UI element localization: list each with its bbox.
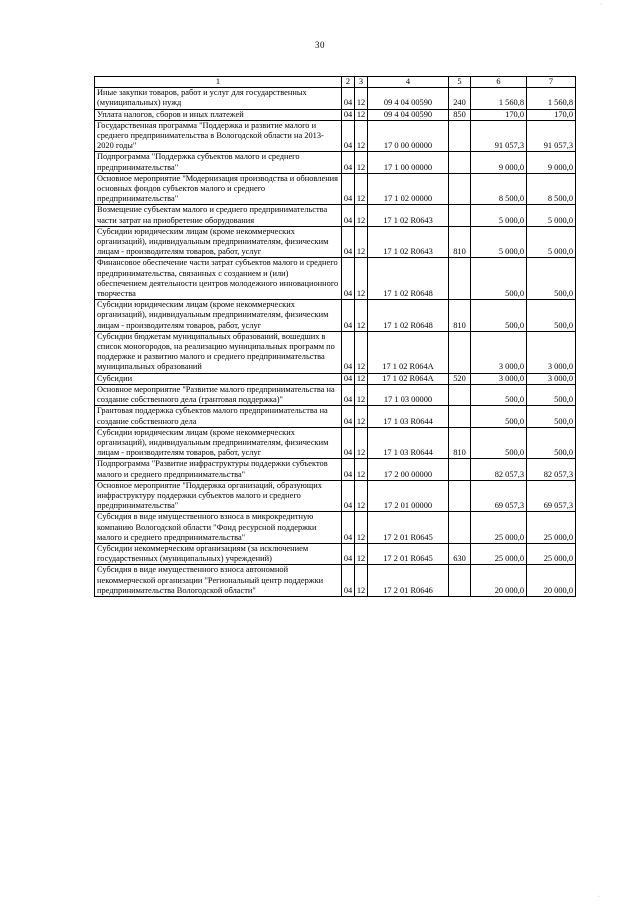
row-amount-2-cell: 9 000,0 <box>527 152 576 173</box>
row-name-cell: Государственная программа "Поддержка и развитие малого и среднего предпринимательства в Вологодской области на 2013-2020 годы" <box>95 120 342 152</box>
row-amount-1-cell: 3 000,0 <box>471 331 527 373</box>
row-section-cell: 04 <box>342 459 355 480</box>
row-amount-1-cell: 170,0 <box>471 109 527 120</box>
table-row <box>95 120 576 152</box>
row-amount-2-cell: 5 000,0 <box>527 205 576 226</box>
row-amount-2-cell: 500,0 <box>527 384 576 405</box>
table-row <box>95 109 576 120</box>
row-amount-1-cell: 91 057,3 <box>471 120 527 152</box>
row-subsection-cell: 12 <box>355 512 368 544</box>
row-section-cell: 04 <box>342 152 355 173</box>
row-amount-1-cell: 500,0 <box>471 406 527 427</box>
row-section-cell: 04 <box>342 373 355 384</box>
row-amount-2-cell: 3 000,0 <box>527 331 576 373</box>
scan-corner-mark: · <box>600 2 602 8</box>
row-section-cell: 04 <box>342 543 355 564</box>
row-expense-type-cell <box>449 459 471 480</box>
row-name-cell: Субсидия в виде имущественного взноса автономной некоммерческой организации "Региональный центр поддержки предпринимательства Вологодской области" <box>95 565 342 597</box>
column-header: 4 <box>368 77 449 88</box>
row-name-cell: Основное мероприятие "Поддержка организаций, образующих инфраструктуру поддержки субъектов малого и среднего предпринимательства" <box>95 480 342 512</box>
budget-table <box>94 76 576 597</box>
row-section-cell: 04 <box>342 565 355 597</box>
row-target-code-cell: 17 2 00 00000 <box>368 459 449 480</box>
row-subsection-cell: 12 <box>355 88 368 109</box>
row-expense-type-cell: 850 <box>449 109 471 120</box>
row-name-cell: Субсидии некоммерческим организациям (за исключением государственных (муниципальных) учреждений) <box>95 543 342 564</box>
row-amount-1-cell: 1 560,8 <box>471 88 527 109</box>
row-section-cell: 04 <box>342 205 355 226</box>
row-target-code-cell: 17 1 02 R0648 <box>368 258 449 300</box>
row-amount-2-cell: 25 000,0 <box>527 512 576 544</box>
row-section-cell: 04 <box>342 120 355 152</box>
row-amount-1-cell: 20 000,0 <box>471 565 527 597</box>
row-target-code-cell: 17 1 02 R064A <box>368 373 449 384</box>
row-name-cell: Основное мероприятие "Модернизация производства и обновления основных фондов субъектов малого и среднего предпринимательства" <box>95 173 342 205</box>
column-header: 2 <box>342 77 355 88</box>
row-expense-type-cell: 520 <box>449 373 471 384</box>
row-subsection-cell: 12 <box>355 459 368 480</box>
row-subsection-cell: 12 <box>355 258 368 300</box>
row-expense-type-cell <box>449 480 471 512</box>
row-amount-1-cell: 82 057,3 <box>471 459 527 480</box>
column-header: 3 <box>355 77 368 88</box>
row-target-code-cell: 17 2 01 R0645 <box>368 512 449 544</box>
row-subsection-cell: 12 <box>355 331 368 373</box>
row-target-code-cell: 17 1 03 00000 <box>368 384 449 405</box>
row-target-code-cell: 09 4 04 00590 <box>368 88 449 109</box>
row-expense-type-cell <box>449 205 471 226</box>
row-name-cell: Грантовая поддержка субъектов малого предпринимательства на создание собственного дела <box>95 406 342 427</box>
column-header: 5 <box>449 77 471 88</box>
row-amount-1-cell: 500,0 <box>471 258 527 300</box>
row-section-cell: 04 <box>342 427 355 459</box>
row-target-code-cell: 17 1 02 00000 <box>368 173 449 205</box>
table-row <box>95 152 576 173</box>
row-expense-type-cell <box>449 152 471 173</box>
row-name-cell: Субсидии юридическим лицам (кроме некоммерческих организаций), индивидуальным предпринимателям, физическим лицам - производителям товаров, работ, услуг <box>95 226 342 258</box>
row-amount-2-cell: 20 000,0 <box>527 565 576 597</box>
row-subsection-cell: 12 <box>355 173 368 205</box>
row-expense-type-cell <box>449 406 471 427</box>
row-target-code-cell: 17 0 00 00000 <box>368 120 449 152</box>
row-amount-2-cell: 170,0 <box>527 109 576 120</box>
row-target-code-cell: 17 1 02 R0643 <box>368 205 449 226</box>
row-target-code-cell: 09 4 04 00590 <box>368 109 449 120</box>
row-subsection-cell: 12 <box>355 384 368 405</box>
row-name-cell: Возмещение субъектам малого и среднего предпринимательства части затрат на приобретение оборудования <box>95 205 342 226</box>
row-section-cell: 04 <box>342 480 355 512</box>
row-section-cell: 04 <box>342 331 355 373</box>
row-subsection-cell: 12 <box>355 565 368 597</box>
column-header: 7 <box>527 77 576 88</box>
row-subsection-cell: 12 <box>355 152 368 173</box>
row-amount-2-cell: 3 000,0 <box>527 373 576 384</box>
row-amount-2-cell: 69 057,3 <box>527 480 576 512</box>
row-expense-type-cell <box>449 120 471 152</box>
row-section-cell: 04 <box>342 300 355 332</box>
row-name-cell: Уплата налогов, сборов и иных платежей <box>95 109 342 120</box>
row-amount-1-cell: 500,0 <box>471 427 527 459</box>
row-amount-1-cell: 500,0 <box>471 300 527 332</box>
table-row <box>95 88 576 109</box>
table-row <box>95 512 576 544</box>
row-name-cell: Субсидии юридическим лицам (кроме некоммерческих организаций), индивидуальным предпринимателям, физическим лицам - производителям товаров, работ, услуг <box>95 427 342 459</box>
budget-table-body <box>95 77 576 597</box>
table-row <box>95 427 576 459</box>
row-name-cell: Финансовое обеспечение части затрат субъектов малого и среднего предпринимательства, связанных с созданием и (или) обеспечением деятельности центров молодежного инновационного творчества <box>95 258 342 300</box>
row-name-cell: Субсидии юридическим лицам (кроме некоммерческих организаций), индивидуальным предпринимателям, физическим лицам - производителям товаров, работ, услуг <box>95 300 342 332</box>
row-name-cell: Основное мероприятие "Развитие малого предпринимательства на создание собственного дела (грантовая поддержка)" <box>95 384 342 405</box>
table-row <box>95 373 576 384</box>
row-name-cell: Подпрограмма "Развитие инфраструктуры поддержки субъектов малого и среднего предпринимательства" <box>95 459 342 480</box>
row-amount-1-cell: 25 000,0 <box>471 512 527 544</box>
table-row <box>95 543 576 564</box>
row-expense-type-cell <box>449 173 471 205</box>
row-amount-2-cell: 500,0 <box>527 258 576 300</box>
row-name-cell: Субсидии <box>95 373 342 384</box>
row-amount-2-cell: 82 057,3 <box>527 459 576 480</box>
table-row <box>95 258 576 300</box>
row-section-cell: 04 <box>342 384 355 405</box>
table-row <box>95 459 576 480</box>
row-section-cell: 04 <box>342 226 355 258</box>
row-expense-type-cell: 810 <box>449 226 471 258</box>
row-section-cell: 04 <box>342 109 355 120</box>
row-expense-type-cell <box>449 258 471 300</box>
row-name-cell: Субсидии бюджетам муниципальных образований, вошедших в список моногородов, на реализацию муниципальных программ по поддержке и развитию малого и среднего предпринимательства муниципальных образований <box>95 331 342 373</box>
row-amount-2-cell: 91 057,3 <box>527 120 576 152</box>
row-subsection-cell: 12 <box>355 373 368 384</box>
row-expense-type-cell <box>449 331 471 373</box>
row-amount-1-cell: 500,0 <box>471 384 527 405</box>
row-subsection-cell: 12 <box>355 205 368 226</box>
row-amount-2-cell: 500,0 <box>527 406 576 427</box>
row-target-code-cell: 17 1 02 R064A <box>368 331 449 373</box>
row-subsection-cell: 12 <box>355 120 368 152</box>
row-name-cell: Субсидия в виде имущественного взноса в микрокредитную компанию Вологодской области "Фонд ресурсной поддержки малого и среднего предпринимательства" <box>95 512 342 544</box>
row-section-cell: 04 <box>342 512 355 544</box>
row-amount-1-cell: 3 000,0 <box>471 373 527 384</box>
row-subsection-cell: 12 <box>355 543 368 564</box>
row-amount-2-cell: 8 500,0 <box>527 173 576 205</box>
table-row <box>95 565 576 597</box>
row-amount-1-cell: 5 000,0 <box>471 205 527 226</box>
row-amount-2-cell: 1 560,8 <box>527 88 576 109</box>
table-row <box>95 300 576 332</box>
row-subsection-cell: 12 <box>355 109 368 120</box>
table-row <box>95 406 576 427</box>
row-section-cell: 04 <box>342 173 355 205</box>
row-subsection-cell: 12 <box>355 406 368 427</box>
column-header: 1 <box>95 77 342 88</box>
row-subsection-cell: 12 <box>355 226 368 258</box>
row-target-code-cell: 17 1 03 R0644 <box>368 406 449 427</box>
table-header-row <box>95 77 576 88</box>
row-amount-1-cell: 25 000,0 <box>471 543 527 564</box>
row-expense-type-cell: 630 <box>449 543 471 564</box>
row-amount-1-cell: 8 500,0 <box>471 173 527 205</box>
row-section-cell: 04 <box>342 88 355 109</box>
column-header: 6 <box>471 77 527 88</box>
row-amount-1-cell: 9 000,0 <box>471 152 527 173</box>
table-row <box>95 226 576 258</box>
row-target-code-cell: 17 1 02 R0643 <box>368 226 449 258</box>
row-expense-type-cell <box>449 384 471 405</box>
table-row <box>95 384 576 405</box>
table-row <box>95 173 576 205</box>
row-target-code-cell: 17 1 00 00000 <box>368 152 449 173</box>
row-name-cell: Иные закупки товаров, работ и услуг для государственных (муниципальных) нужд <box>95 88 342 109</box>
table-row <box>95 331 576 373</box>
row-target-code-cell: 17 2 01 R0646 <box>368 565 449 597</box>
row-subsection-cell: 12 <box>355 300 368 332</box>
row-amount-2-cell: 5 000,0 <box>527 226 576 258</box>
row-section-cell: 04 <box>342 406 355 427</box>
row-name-cell: Подпрограмма "Поддержка субъектов малого и среднего предпринимательства" <box>95 152 342 173</box>
row-expense-type-cell: 810 <box>449 427 471 459</box>
row-expense-type-cell <box>449 565 471 597</box>
row-subsection-cell: 12 <box>355 427 368 459</box>
row-target-code-cell: 17 1 02 R0648 <box>368 300 449 332</box>
row-amount-2-cell: 25 000,0 <box>527 543 576 564</box>
row-amount-1-cell: 5 000,0 <box>471 226 527 258</box>
page-number: 30 <box>315 40 325 50</box>
row-expense-type-cell <box>449 512 471 544</box>
row-amount-2-cell: 500,0 <box>527 427 576 459</box>
row-expense-type-cell: 240 <box>449 88 471 109</box>
row-target-code-cell: 17 2 01 R0645 <box>368 543 449 564</box>
scan-corner-mark: · <box>598 894 600 900</box>
row-amount-2-cell: 500,0 <box>527 300 576 332</box>
row-target-code-cell: 17 2 01 00000 <box>368 480 449 512</box>
table-row <box>95 205 576 226</box>
row-target-code-cell: 17 1 03 R0644 <box>368 427 449 459</box>
row-subsection-cell: 12 <box>355 480 368 512</box>
table-row <box>95 480 576 512</box>
row-amount-1-cell: 69 057,3 <box>471 480 527 512</box>
row-expense-type-cell: 810 <box>449 300 471 332</box>
row-section-cell: 04 <box>342 258 355 300</box>
